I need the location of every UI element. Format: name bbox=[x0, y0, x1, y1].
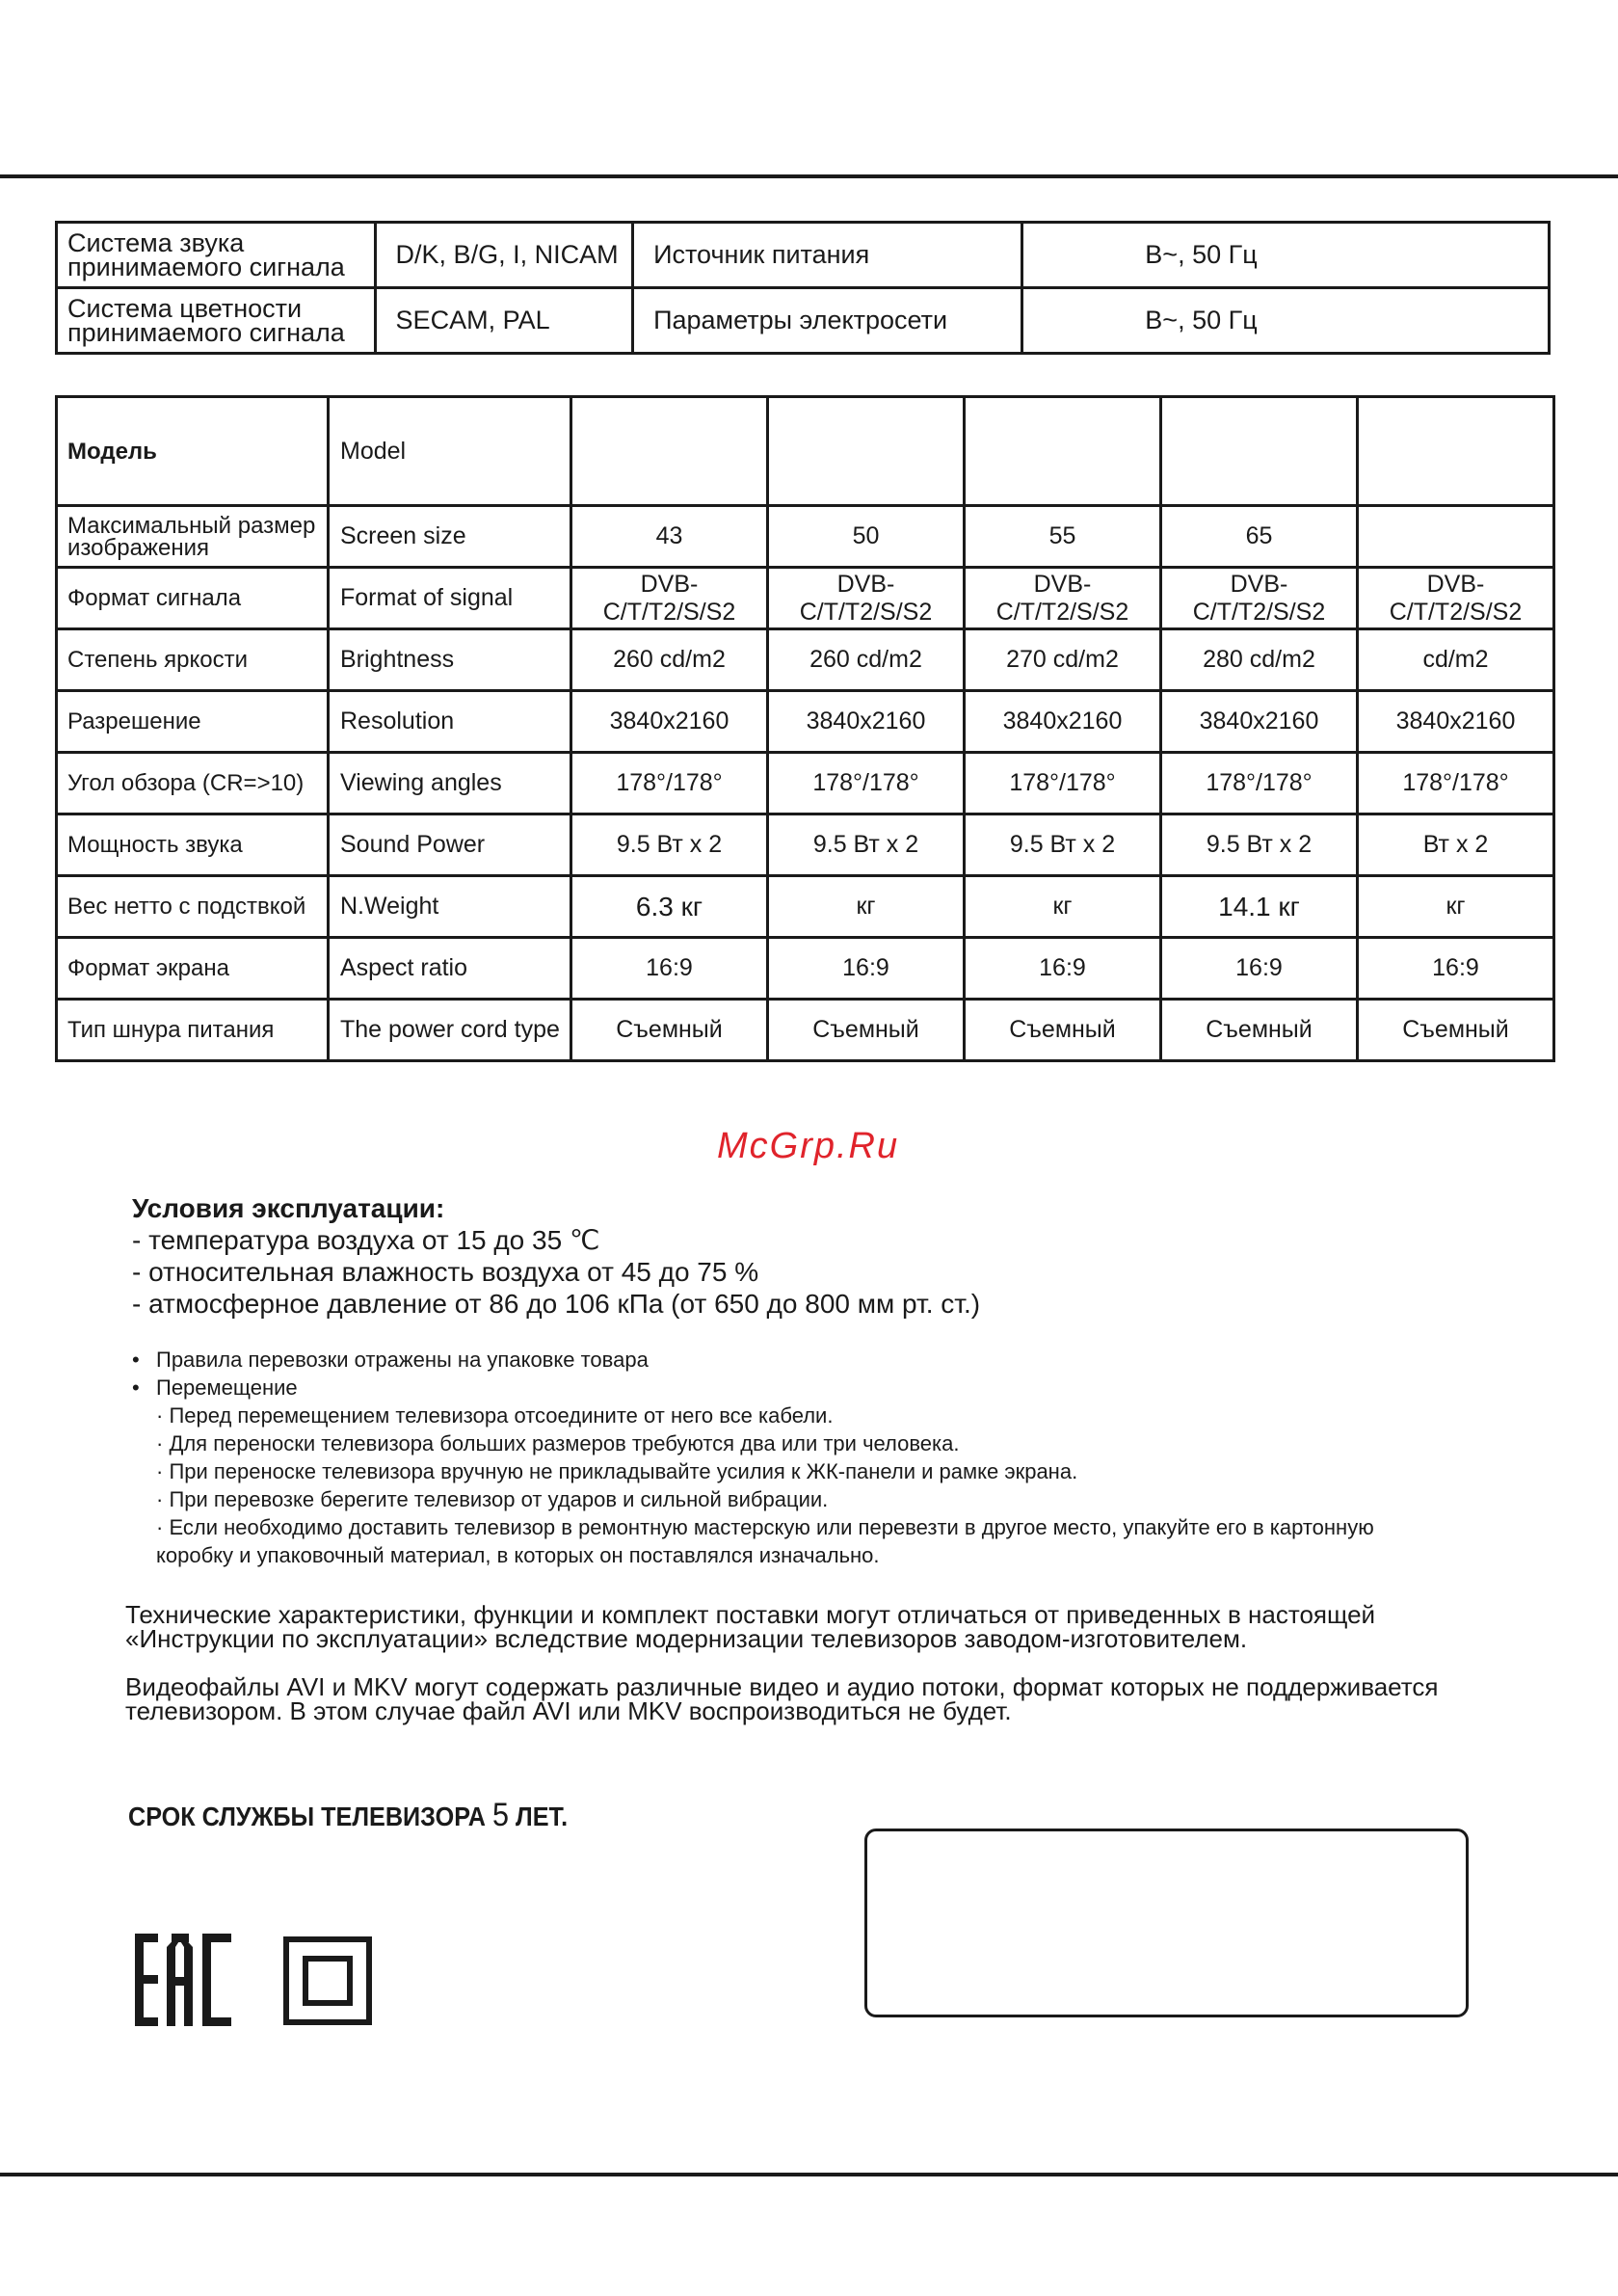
bullet-item: • Перемещение bbox=[132, 1374, 1374, 1402]
spec-value: 270 cd/m2 bbox=[965, 629, 1161, 691]
spec-label-en: Screen size bbox=[329, 506, 571, 568]
spec-label-ru: Мощность звука bbox=[57, 814, 329, 876]
watermark: McGrp.Ru bbox=[717, 1126, 900, 1166]
spec-value: DVB-C/T/T2/S/S2 bbox=[571, 568, 768, 629]
conditions-title: Условия эксплуатации: bbox=[132, 1193, 445, 1223]
spec-value bbox=[965, 397, 1161, 506]
spec-value: 178°/178° bbox=[1358, 753, 1554, 814]
spec-row bbox=[57, 629, 1554, 691]
spec-value: 178°/178° bbox=[571, 753, 768, 814]
spec-value bbox=[768, 397, 965, 506]
spec-value: 55 bbox=[965, 506, 1161, 568]
spec-label-en: Viewing angles bbox=[329, 753, 571, 814]
system-value: В~, 50 Гц bbox=[1022, 288, 1550, 354]
spec-value: 16:9 bbox=[571, 938, 768, 1000]
spec-value: Съемный bbox=[965, 1000, 1161, 1061]
spec-row bbox=[57, 691, 1554, 753]
spec-label-ru: Модель bbox=[57, 397, 329, 506]
spec-value: 3840x2160 bbox=[1358, 691, 1554, 753]
service-life-years: 5 bbox=[492, 1797, 510, 1833]
spec-value: DVB-C/T/T2/S/S2 bbox=[1358, 568, 1554, 629]
spec-label-ru: Максимальный размер изображения bbox=[57, 506, 329, 568]
spec-label-en: Brightness bbox=[329, 629, 571, 691]
spec-value: 43 bbox=[571, 506, 768, 568]
spec-row bbox=[57, 397, 1554, 506]
transport-item: · При перевозке берегите телевизор от ударов и сильной вибрации. bbox=[156, 1487, 829, 1511]
top-rule bbox=[0, 174, 1618, 178]
spec-label-en: Aspect ratio bbox=[329, 938, 571, 1000]
spec-value: Вт х 2 bbox=[1358, 814, 1554, 876]
condition-line: - атмосферное давление от 86 до 106 кПа (от 650 до 800 мм рт. ст.) bbox=[132, 1289, 981, 1319]
spec-value: кг bbox=[965, 876, 1161, 938]
spec-label-ru: Угол обзора (CR=>10) bbox=[57, 753, 329, 814]
spec-value: кг bbox=[768, 876, 965, 938]
system-table bbox=[55, 221, 1551, 355]
spec-value bbox=[1161, 397, 1358, 506]
spec-row bbox=[57, 938, 1554, 1000]
spec-value: Съемный bbox=[1358, 1000, 1554, 1061]
system-label: Система цветности принимаемого сигнала bbox=[57, 288, 376, 354]
spec-row bbox=[57, 1000, 1554, 1061]
system-row-sound bbox=[57, 223, 1550, 288]
spec-label-en: Sound Power bbox=[329, 814, 571, 876]
service-life-prefix: СРОК СЛУЖБЫ ТЕЛЕВИЗОРА bbox=[128, 1802, 492, 1831]
double-insulation-icon bbox=[283, 1936, 372, 2025]
spec-value: Съемный bbox=[1161, 1000, 1358, 1061]
spec-row bbox=[57, 568, 1554, 629]
spec-value: 16:9 bbox=[965, 938, 1161, 1000]
service-life bbox=[128, 1797, 568, 1834]
spec-value: DVB-C/T/T2/S/S2 bbox=[965, 568, 1161, 629]
spec-value: 3840x2160 bbox=[571, 691, 768, 753]
transport-item: · Если необходимо доставить телевизор в ремонтную мастерскую или перевезти в другое место, упакуйте его в картонную bbox=[156, 1515, 1374, 1539]
spec-value bbox=[571, 397, 768, 506]
service-life-suffix: ЛЕТ. bbox=[509, 1802, 569, 1831]
spec-label-ru: Формат сигнала bbox=[57, 568, 329, 629]
system-label: Система звука принимаемого сигнала bbox=[57, 223, 376, 288]
spec-value: Съемный bbox=[571, 1000, 768, 1061]
spec-label-ru: Вес нетто с подствкой bbox=[57, 876, 329, 938]
transport-item: · Для переноски телевизора больших размеров требуются два или три человека. bbox=[156, 1431, 960, 1455]
spec-label-en: Resolution bbox=[329, 691, 571, 753]
condition-line: - относительная влажность воздуха от 45 до 75 % bbox=[132, 1257, 759, 1287]
spec-value: 178°/178° bbox=[768, 753, 965, 814]
transport-item: · Перед перемещением телевизора отсоедините от него все кабели. bbox=[156, 1403, 834, 1428]
spec-row bbox=[57, 814, 1554, 876]
spec-value: 9.5 Вт х 2 bbox=[965, 814, 1161, 876]
spec-row bbox=[57, 753, 1554, 814]
spec-value: 3840x2160 bbox=[768, 691, 965, 753]
spec-label-ru: Разрешение bbox=[57, 691, 329, 753]
spec-value: 14.1 кг bbox=[1161, 876, 1358, 938]
spec-value: 65 bbox=[1161, 506, 1358, 568]
spec-value: 9.5 Вт х 2 bbox=[571, 814, 768, 876]
bottom-rule bbox=[0, 2173, 1618, 2176]
spec-value: 6.3 кг bbox=[571, 876, 768, 938]
spec-label-en: N.Weight bbox=[329, 876, 571, 938]
spec-value: 16:9 bbox=[1161, 938, 1358, 1000]
spec-label-en: Format of signal bbox=[329, 568, 571, 629]
spec-label-ru: Тип шнура питания bbox=[57, 1000, 329, 1061]
transport-rules bbox=[132, 1346, 1374, 1569]
spec-label-en: Model bbox=[329, 397, 571, 506]
bullet-item: • Правила перевозки отражены на упаковке товара bbox=[132, 1346, 1374, 1374]
transport-item: · При переноске телевизора вручную не прикладывайте усилия к ЖК-панели и рамке экрана. bbox=[156, 1459, 1078, 1483]
spec-row bbox=[57, 876, 1554, 938]
system-row-color bbox=[57, 288, 1550, 354]
spec-value: 50 bbox=[768, 506, 965, 568]
spec-value: 178°/178° bbox=[1161, 753, 1358, 814]
spec-value: DVB-C/T/T2/S/S2 bbox=[1161, 568, 1358, 629]
spec-value: DVB-C/T/T2/S/S2 bbox=[768, 568, 965, 629]
spec-value bbox=[1358, 397, 1554, 506]
spec-value: Съемный bbox=[768, 1000, 965, 1061]
spec-value: 3840x2160 bbox=[965, 691, 1161, 753]
spec-value: 260 cd/m2 bbox=[768, 629, 965, 691]
system-value: D/K, B/G, I, NICAM bbox=[375, 223, 633, 288]
spec-value: 178°/178° bbox=[965, 753, 1161, 814]
spec-label-en: The power cord type bbox=[329, 1000, 571, 1061]
system-value: В~, 50 Гц bbox=[1022, 223, 1550, 288]
system-value: SECAM, PAL bbox=[375, 288, 633, 354]
operating-conditions bbox=[132, 1192, 980, 1320]
spec-value: кг bbox=[1358, 876, 1554, 938]
spec-value: 16:9 bbox=[1358, 938, 1554, 1000]
spec-value: cd/m2 bbox=[1358, 629, 1554, 691]
label-sticker-box bbox=[864, 1829, 1469, 2017]
spec-label-ru: Формат экрана bbox=[57, 938, 329, 1000]
spec-value: 16:9 bbox=[768, 938, 965, 1000]
spec-value: 260 cd/m2 bbox=[571, 629, 768, 691]
eac-logo-icon bbox=[135, 1934, 231, 2026]
transport-item: коробку и упаковочный материал, в которых он поставлялся изначально. bbox=[156, 1543, 880, 1567]
spec-value bbox=[1358, 506, 1554, 568]
spec-table bbox=[55, 395, 1555, 1062]
system-label: Источник питания bbox=[633, 223, 1022, 288]
spec-value: 9.5 Вт х 2 bbox=[768, 814, 965, 876]
spec-label-ru: Степень яркости bbox=[57, 629, 329, 691]
notice-paragraph: Видеофайлы AVI и MKV могут содержать различные видео и аудио потоки, формат которых не поддерживается телевизором. В этом случае файл AVI или MKV воспроизводиться не будет. bbox=[125, 1672, 1439, 1725]
spec-value: 3840x2160 bbox=[1161, 691, 1358, 753]
notice-paragraph: Технические характеристики, функции и комплект поставки могут отличаться от приведенных в настоящей «Инструкции по эксплуатации» вследствие модернизации телевизоров заводом-изготовителем. bbox=[125, 1600, 1376, 1653]
spec-value: 280 cd/m2 bbox=[1161, 629, 1358, 691]
spec-value: 9.5 Вт х 2 bbox=[1161, 814, 1358, 876]
condition-line: - температура воздуха от 15 до 35 ℃ bbox=[132, 1225, 600, 1255]
spec-row bbox=[57, 506, 1554, 568]
system-label: Параметры электросети bbox=[633, 288, 1022, 354]
